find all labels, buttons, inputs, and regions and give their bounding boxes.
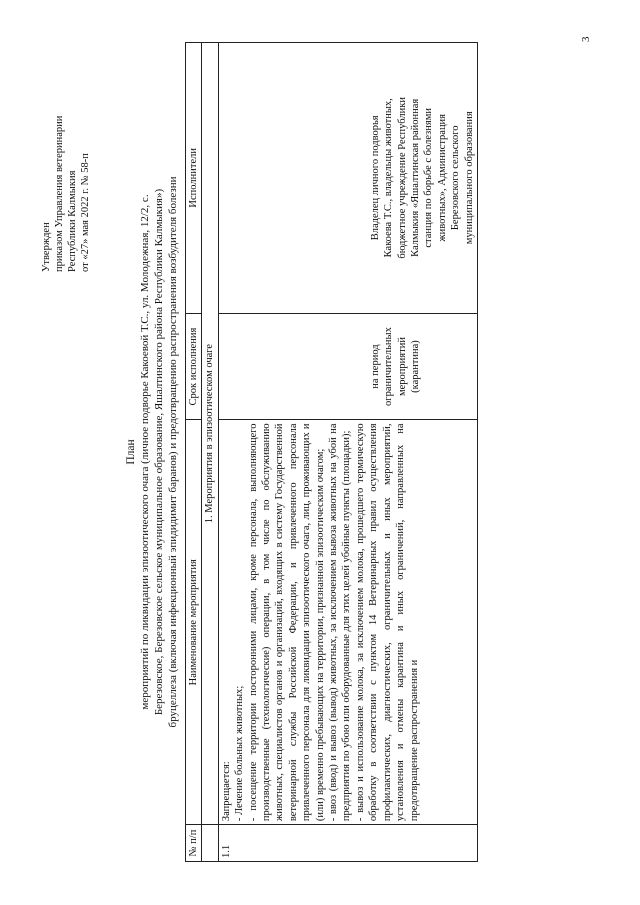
executor-line: Владелец личного подворья (369, 115, 381, 241)
measure-line: - Лечение больных животных; (234, 685, 246, 822)
title-line: мероприятий по ликвидации эпизоотического очага (личное подворье Какоевой Т.С., ул. Молодежная, 12/2, с. (139, 194, 151, 710)
table-header-row (186, 43, 202, 862)
row-measures (218, 420, 477, 825)
table-row (218, 43, 477, 862)
header-executors: Исполнители (186, 43, 202, 314)
measure-line: - ввоз (ввод) и вывоз (вывод) животных, за исключением вывоза животных на убой на предприятия по убою или оборудованные для этих целей убойные пункты (площадки); (328, 423, 353, 822)
plan-table (185, 42, 478, 862)
header-term: Срок исполнения (186, 313, 202, 420)
document-title (124, 52, 180, 852)
measure-line: - посещение территории посторонними лицами, кроме персонала, выполняющего производственные (технологические) операции, в том числе по обслуживанию животных, специалистов органов и организаций, входящих в систему Государственной ветеринарной службы Российской Федерации, и привлеченного персонала привлеченного персонала для ликвидации эпизоотического очага, лиц, проживающих и (или) временно пребывающих на территории, признанной эпизоотическим очагом; (247, 423, 326, 822)
approval-line: от «27» мая 2022 г. № 58-п (80, 153, 91, 272)
approval-stamp (40, 32, 92, 272)
executor-line: Калмыкия «Яшалтинская районная (410, 98, 422, 257)
executor-line: станция по борьбе с болезнями (423, 108, 435, 248)
executor-line: бюджетное учреждение Республики (396, 97, 408, 259)
executor-line: Березовского сельского (450, 125, 462, 231)
section-row (202, 43, 218, 862)
section-spacer (202, 825, 218, 862)
section-title: 1. Мероприятия в эпизоотическом очаге (202, 43, 218, 825)
row-number: 1.1 (218, 825, 477, 862)
title-line: бруцеллеза (включая инфекционный эпидидимит баранов) и предотвращению распространения возбудителя болезни (167, 176, 179, 728)
title-line: Березовское, Березовское сельское муниципальное образование, Яшалтинского района Республики Калмыкия») (153, 188, 165, 716)
header-num: № п/п (186, 825, 202, 862)
page-number: 3 (580, 36, 592, 42)
row-executors (218, 43, 477, 314)
approval-line: Республики Калмыкия (67, 170, 78, 272)
title-heading: План (125, 439, 137, 465)
approval-line: Утвержден (41, 222, 52, 272)
executor-line: животных», Администрация (436, 113, 448, 242)
row-term: на период ограничительных мероприятий (карантина) (218, 313, 477, 420)
approval-line: приказом Управления ветеринарии (54, 115, 65, 272)
header-measure: Наименование мероприятия (186, 420, 202, 825)
measure-line: - вывоз и использование молока, за исключением молока, прошедшего термическую обработку в соответствии с пунктом 14 Ветеринарных правил осуществления профилактических, диагностических, ограничительных и иных мероприятий, установления и отмены карантина и иных ограничений, направленных на предотвращение распространения и (354, 423, 420, 822)
measure-line: Запрещается: (220, 761, 232, 822)
executor-line: муниципального образования (463, 111, 475, 245)
rotated-sheet (40, 22, 600, 882)
executor-line: Какоева Т.С., владельцы животных, (383, 98, 395, 258)
